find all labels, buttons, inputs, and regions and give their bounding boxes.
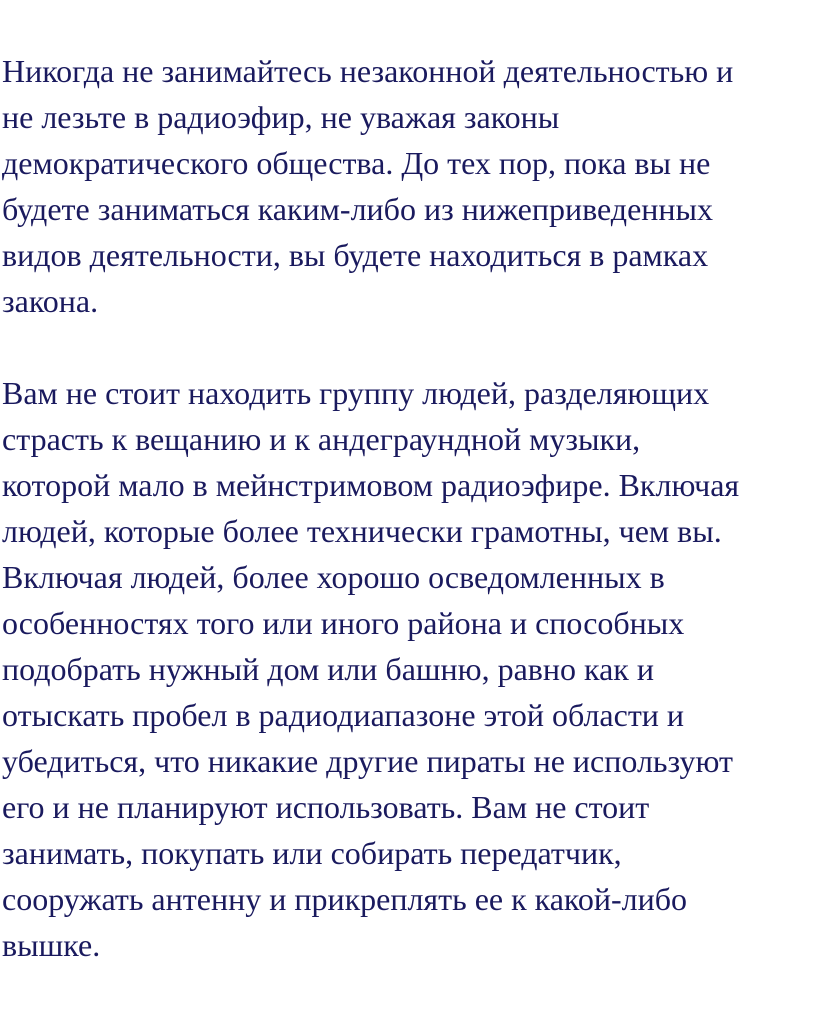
paragraph-line: Никогда не занимайтесь незаконной деятельностью и [2,53,734,89]
paragraph-line: его и не планируют использовать. Вам не стоит [2,789,650,825]
paragraph-spacer [2,324,814,370]
paragraph-line: Включая людей, более хорошо осведомленных в [2,559,665,595]
paragraph-line: людей, которые более технически грамотны, чем вы. [2,513,722,549]
paragraph-line: занимать, покупать или собирать передатчик, [2,835,622,871]
paragraph-line: Вам не стоит находить группу людей, разделяющих [2,375,710,411]
paragraph-line: отыскать пробел в радиодиапазоне этой области и [2,697,685,733]
paragraph-line: не лезьте в радиоэфир, не уважая законы [2,99,560,135]
paragraph-line: убедиться, что никакие другие пираты не используют [2,743,733,779]
paragraph-2 [2,370,814,968]
paragraph-line: вышке. [2,927,101,963]
paragraph-line: подобрать нужный дом или башню, равно как и [2,651,654,687]
paragraph-line: сооружать антенну и прикреплять ее к какой-либо [2,881,687,917]
paragraph-line: страсть к вещанию и к андеграундной музыки, [2,421,641,457]
paragraph-line: которой мало в мейнстримовом радиоэфире. Включая [2,467,740,503]
paragraph-1 [2,48,814,324]
paragraph-line: видов деятельности, вы будете находиться в рамках [2,237,709,273]
paragraph-line: будете заниматься каким-либо из нижеприведенных [2,191,714,227]
document-page [2,48,814,968]
paragraph-line: закона. [2,283,99,319]
paragraph-line: особенностях того или иного района и способных [2,605,685,641]
paragraph-line: демократического общества. До тех пор, пока вы не [2,145,711,181]
